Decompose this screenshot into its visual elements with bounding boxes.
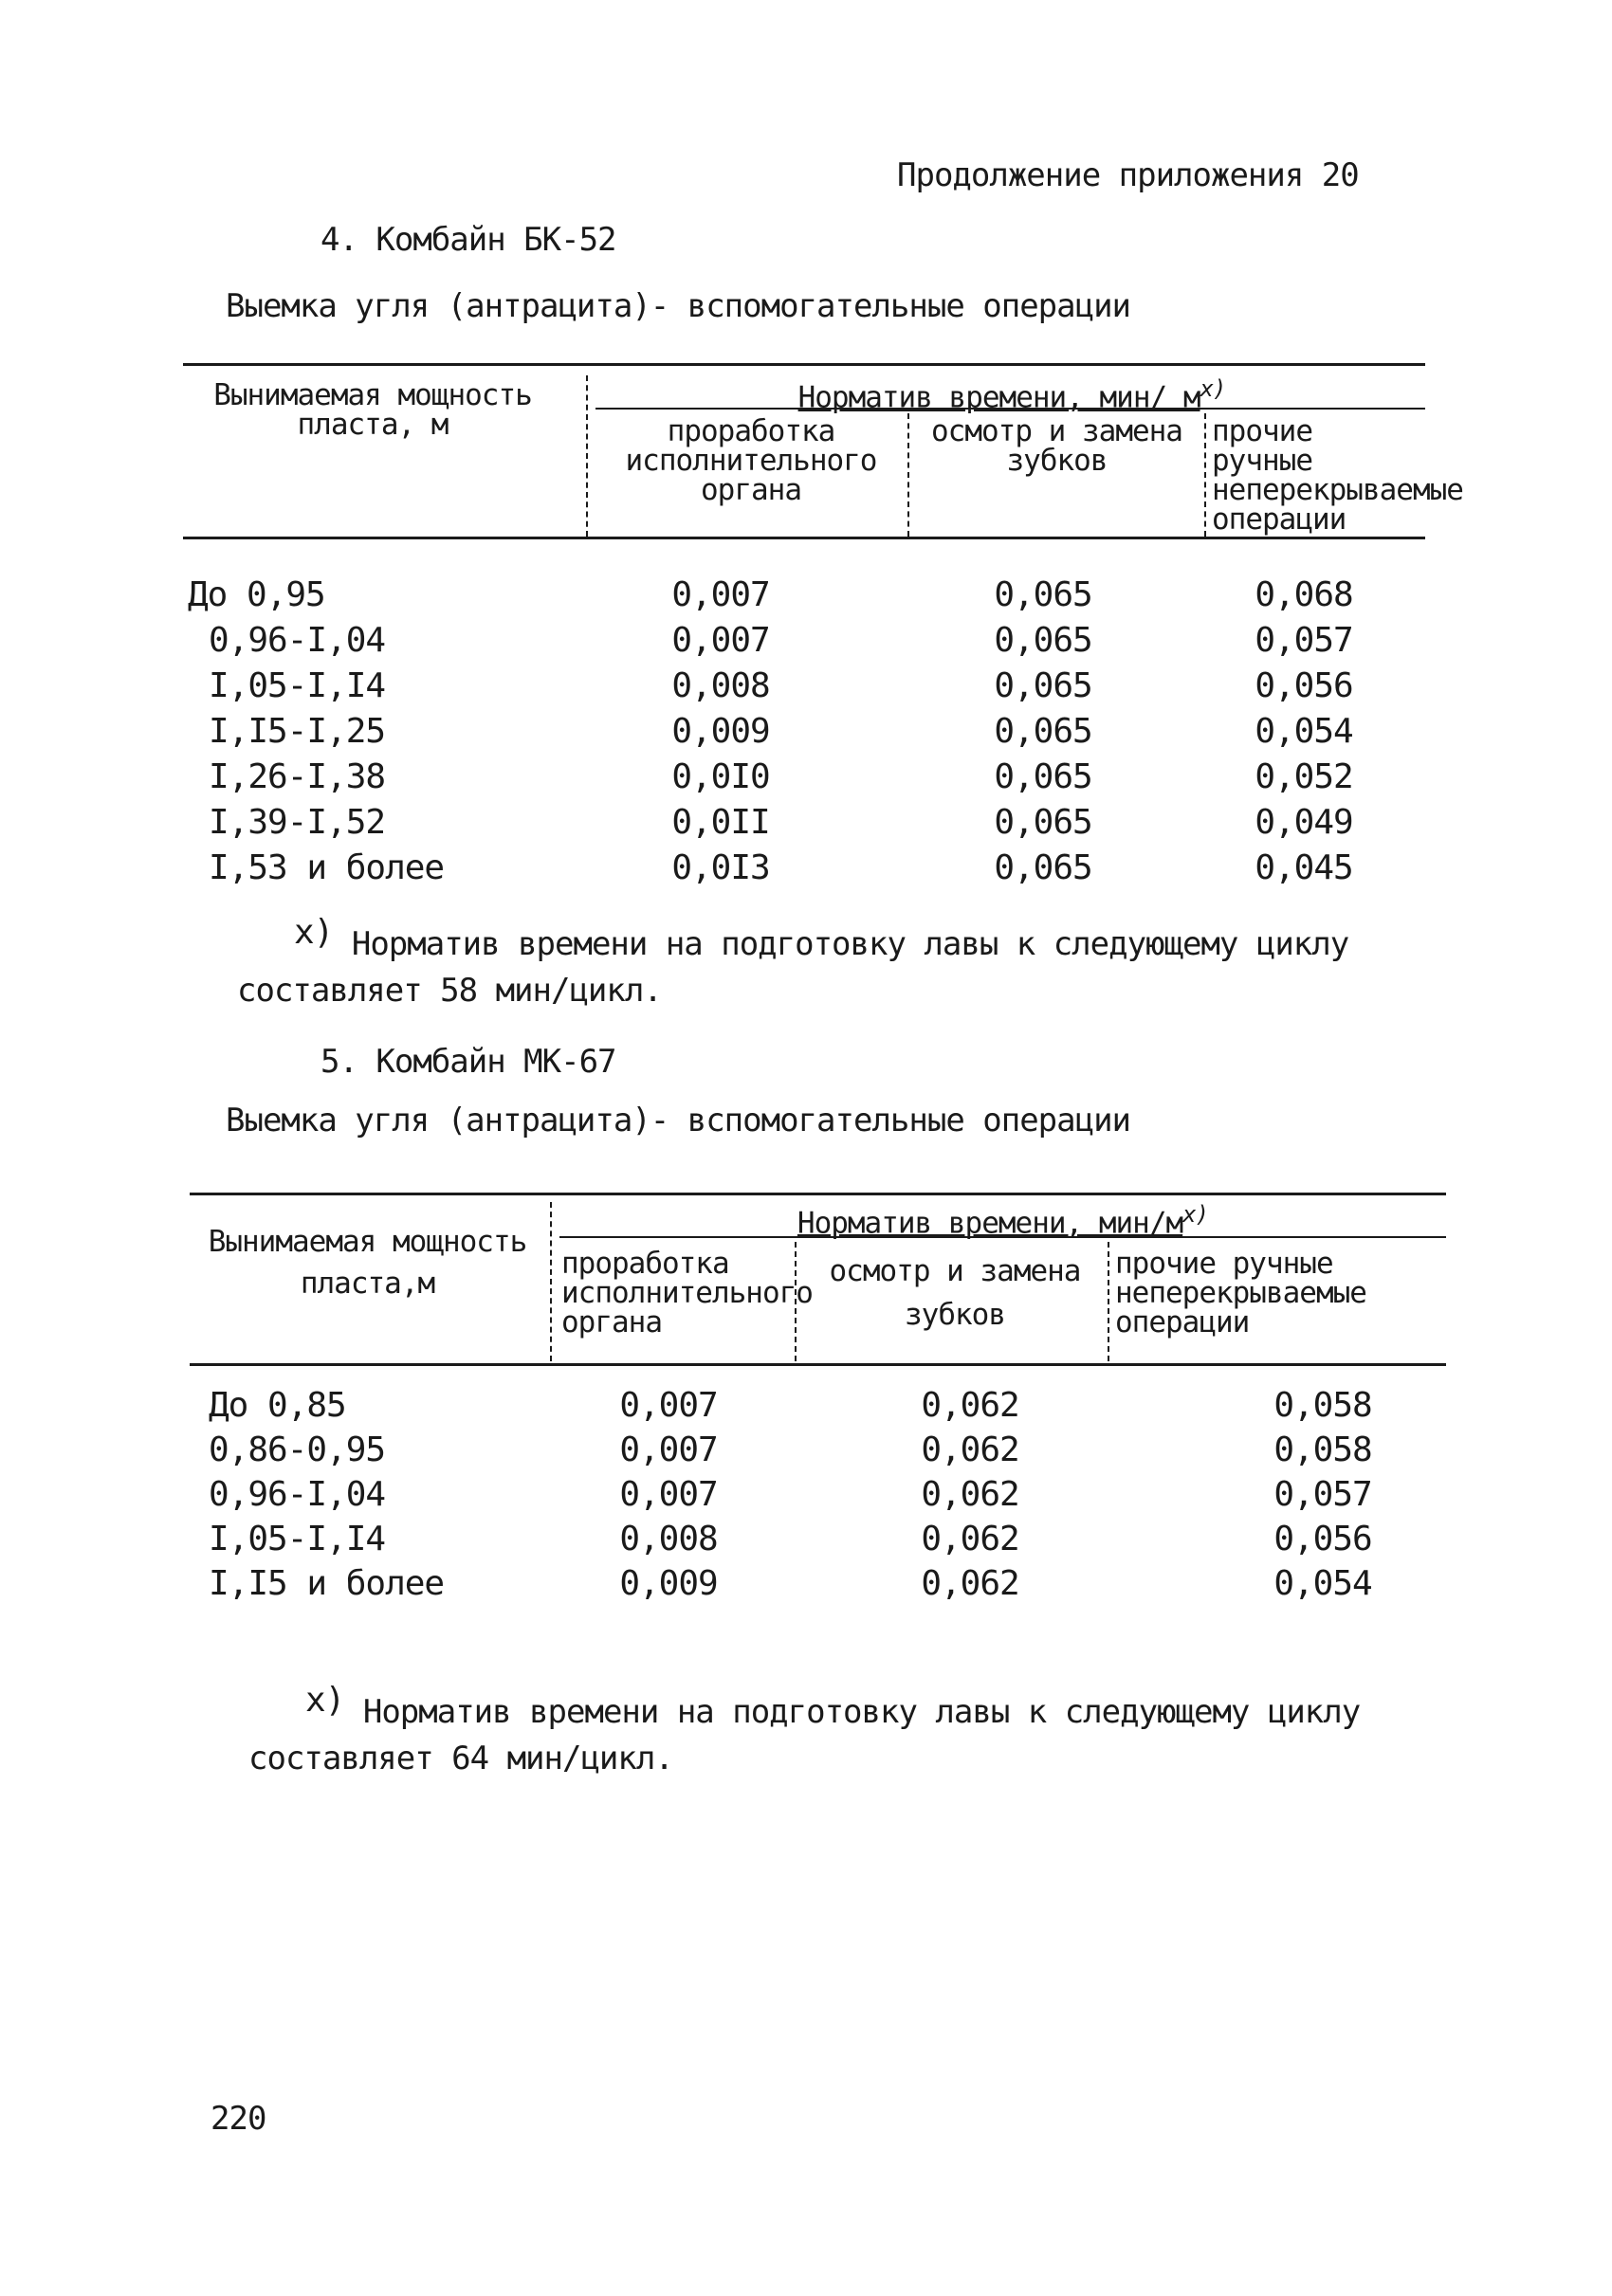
row-thickness: До 0,85 <box>209 1386 346 1425</box>
row-value: 0,054 <box>1273 1564 1372 1603</box>
row-value: 0,057 <box>1273 1475 1372 1514</box>
row-value: 0,0I3 <box>671 848 770 887</box>
row-value: 0,052 <box>1255 757 1353 796</box>
row-value: 0,065 <box>994 712 1092 751</box>
page-number: 220 <box>211 2100 266 2138</box>
row-value: 0,007 <box>619 1386 718 1425</box>
table-header-bottom-rule <box>190 1363 1446 1366</box>
section-4-footnote-line2: составляет 58 мин/цикл. <box>237 972 662 1010</box>
footnote-marker: х) <box>294 913 334 952</box>
row-value: 0,058 <box>1273 1430 1372 1469</box>
table-divider <box>1108 1242 1109 1361</box>
column-header-other-ops: прочие ручные неперекрываемые операции <box>1212 414 1463 537</box>
table-top-rule <box>190 1193 1446 1195</box>
table-divider <box>1204 413 1206 537</box>
table-header-bottom-rule <box>183 537 1425 539</box>
row-value: 0,045 <box>1255 848 1353 887</box>
row-thickness: I,39-I,52 <box>209 803 386 842</box>
row-value: 0,062 <box>921 1386 1019 1425</box>
footnote-marker: х) <box>1182 1201 1209 1228</box>
row-value: 0,062 <box>921 1564 1019 1603</box>
row-thickness: 0,96-I,04 <box>209 1475 386 1514</box>
row-value: 0,0I0 <box>671 757 770 796</box>
row-value: 0,065 <box>994 575 1092 614</box>
row-value: 0,007 <box>671 621 770 660</box>
row-thickness: I,26-I,38 <box>209 757 386 796</box>
row-thickness: 0,86-0,95 <box>209 1430 386 1469</box>
group-header-label: Норматив времени, мин/м <box>797 1206 1183 1241</box>
row-value: 0,056 <box>1273 1520 1372 1558</box>
section-5-footnote <box>305 1681 1361 1731</box>
table-top-rule <box>183 363 1425 366</box>
section-4-title: 4. Комбайн БК-52 <box>321 221 616 259</box>
section-4-footnote <box>294 913 1349 963</box>
row-value: 0,065 <box>994 848 1092 887</box>
footnote-text: Норматив времени на подготовку лавы к следующему циклу <box>362 1693 1361 1731</box>
row-value: 0,0II <box>671 803 770 842</box>
row-thickness: До 0,95 <box>188 575 325 614</box>
table-divider <box>586 375 588 537</box>
row-value: 0,058 <box>1273 1386 1372 1425</box>
column-header-working-body: проработка исполнительного органа <box>625 414 877 507</box>
row-value: 0,065 <box>994 621 1092 660</box>
row-value: 0,062 <box>921 1475 1019 1514</box>
row-value: 0,062 <box>921 1430 1019 1469</box>
column-header-other-ops: прочие ручные неперекрываемые операции <box>1115 1247 1366 1339</box>
footnote-text: Норматив времени на подготовку лавы к следующему циклу <box>351 925 1349 963</box>
row-value: 0,054 <box>1255 712 1353 751</box>
row-value: 0,009 <box>619 1564 718 1603</box>
section-5-subtitle: Выемка угля (антрацита)- вспомогательные операции <box>226 1102 1131 1139</box>
column-header-teeth: осмотр и замена зубков <box>931 414 1182 478</box>
row-value: 0,049 <box>1255 803 1353 842</box>
column-header-teeth: осмотр и замена зубков <box>829 1254 1081 1332</box>
row-value: 0,008 <box>619 1520 718 1558</box>
row-thickness: I,I5 и более <box>209 1564 445 1603</box>
column-header-thickness: Вынимаемая мощность пласта,м <box>208 1225 527 1301</box>
row-value: 0,007 <box>619 1475 718 1514</box>
footnote-marker: х) <box>1200 375 1226 402</box>
row-value: 0,065 <box>994 803 1092 842</box>
row-value: 0,056 <box>1255 666 1353 705</box>
row-value: 0,065 <box>994 666 1092 705</box>
column-group-time-norm <box>559 1200 1446 1241</box>
section-5-title: 5. Комбайн МК-67 <box>321 1043 616 1081</box>
row-value: 0,009 <box>671 712 770 751</box>
row-value: 0,007 <box>671 575 770 614</box>
group-header-label: Норматив времени, мин/ м <box>797 380 1200 415</box>
section-5-footnote-line2: составляет 64 мин/цикл. <box>248 1740 673 1777</box>
row-thickness: I,05-I,I4 <box>209 1520 386 1558</box>
column-header-thickness: Вынимаемая мощность пласта, м <box>213 378 532 442</box>
row-thickness: I,I5-I,25 <box>209 712 386 751</box>
row-value: 0,007 <box>619 1430 718 1469</box>
continuation-header: Продолжение приложения 20 <box>897 156 1359 194</box>
row-value: 0,057 <box>1255 621 1353 660</box>
row-thickness: I,53 и более <box>209 848 445 887</box>
row-thickness: 0,96-I,04 <box>209 621 386 660</box>
table-divider <box>907 413 909 537</box>
row-value: 0,062 <box>921 1520 1019 1558</box>
row-value: 0,008 <box>671 666 770 705</box>
column-header-working-body: проработка исполнительного органа <box>561 1247 813 1339</box>
section-4-subtitle: Выемка угля (антрацита)- вспомогательные операции <box>226 287 1131 325</box>
row-value: 0,068 <box>1255 575 1353 614</box>
table-divider <box>550 1202 552 1361</box>
row-thickness: I,05-I,I4 <box>209 666 386 705</box>
column-group-time-norm <box>599 374 1424 415</box>
row-value: 0,065 <box>994 757 1092 796</box>
footnote-marker: х) <box>305 1681 345 1720</box>
